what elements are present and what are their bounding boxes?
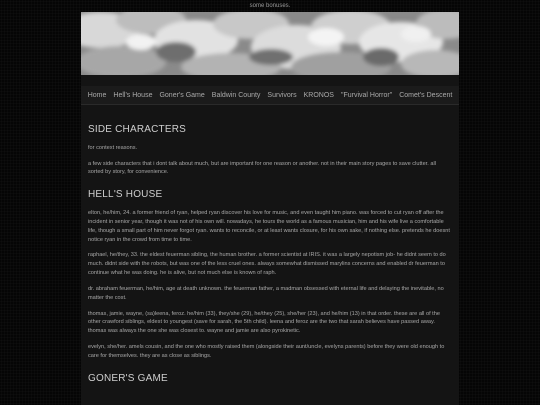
section-heading-goners-game: GONER'S GAME bbox=[88, 372, 168, 384]
intro-text: for context reasons. bbox=[88, 144, 138, 151]
nav-item-hells-house[interactable]: Hell's House bbox=[113, 91, 153, 99]
header-banner-clouds-image bbox=[81, 12, 459, 75]
top-label: some bonuses. bbox=[249, 3, 291, 9]
section-heading-hells-house: HELL'S HOUSE bbox=[88, 189, 163, 201]
character-evelyn: evelyn, she/her. amels cousin, and the one who mostly raised them (alongside their aunt/uncle, evelyns parents) before they were old enough to care for themselves. they are as close as siblings. bbox=[88, 344, 445, 359]
nav-item-furvival-horror[interactable]: "Furvival Horror" bbox=[340, 91, 393, 99]
nav-item-baldwin-county[interactable]: Baldwin County bbox=[211, 91, 261, 99]
intro-description: a few side characters that i dont talk about much, but are important for one reason or another. not in their main story pages to save clutter. all sorted by story, for convenience. bbox=[88, 160, 436, 176]
nav-item-kronos[interactable]: KRONOS bbox=[303, 91, 334, 99]
nav-item-comets-descent[interactable]: Comet's Descent bbox=[399, 91, 453, 99]
character-elton: elton, he/him, 24. a former friend of ryan, helped ryan discover his love for music, and even taught him piano. was forced to cut ryan off after the incident in senior year, though it was not of his own will. nowadays, he tours the world as a famous musician, him and his wife live a comfortable life, though a small part of him never forgot ryan. wants to reconcile, or at least wants closure, for his own sake, if nothing else. pretends he doesnt notice ryan in the crowd from time to time. bbox=[88, 210, 450, 243]
nav-item-goners-game[interactable]: Goner's Game bbox=[159, 91, 205, 99]
page-title: SIDE CHARACTERS bbox=[88, 124, 187, 135]
character-raphael: raphael, he/they, 33. the eldest feuerman sibling, the human brother. a former scientist at IRIS. it was a largely nepotism job- he didnt seem to do much. didnt side with the robots, but was one of the less cruel ones. always somewhat dismissed marylins concerns and enabled dr feuerman to continue what he was doing. he is alive, but not much else is known of raph. bbox=[88, 252, 446, 277]
main-content bbox=[88, 110, 450, 392]
nav-item-survivors[interactable]: Survivors bbox=[267, 91, 297, 99]
page-container bbox=[81, 12, 459, 405]
character-crawford-siblings: thomas, jamie, wayne, (sa)leena, feroz. he/him (33), they/she (29), he/they (25), she/her (23), and he/him (13) in that order. these are all of the other crawford siblings, eldest to youngest (save for sarah, the 5th child). leena and feroz are the two that sarah believes have passed away. thomas was always the one she was closest to. wayne and jamie are also pyrokinetic. bbox=[88, 310, 440, 335]
nav-item-home[interactable]: Home bbox=[87, 91, 107, 99]
character-abraham-feuerman: dr. abraham feuerman, he/him, age at death unknown. the feuerman father, a madman obsessed with eternal life and delaying the inevitable, no matter the cost. bbox=[88, 285, 444, 301]
main-nav bbox=[81, 86, 459, 105]
